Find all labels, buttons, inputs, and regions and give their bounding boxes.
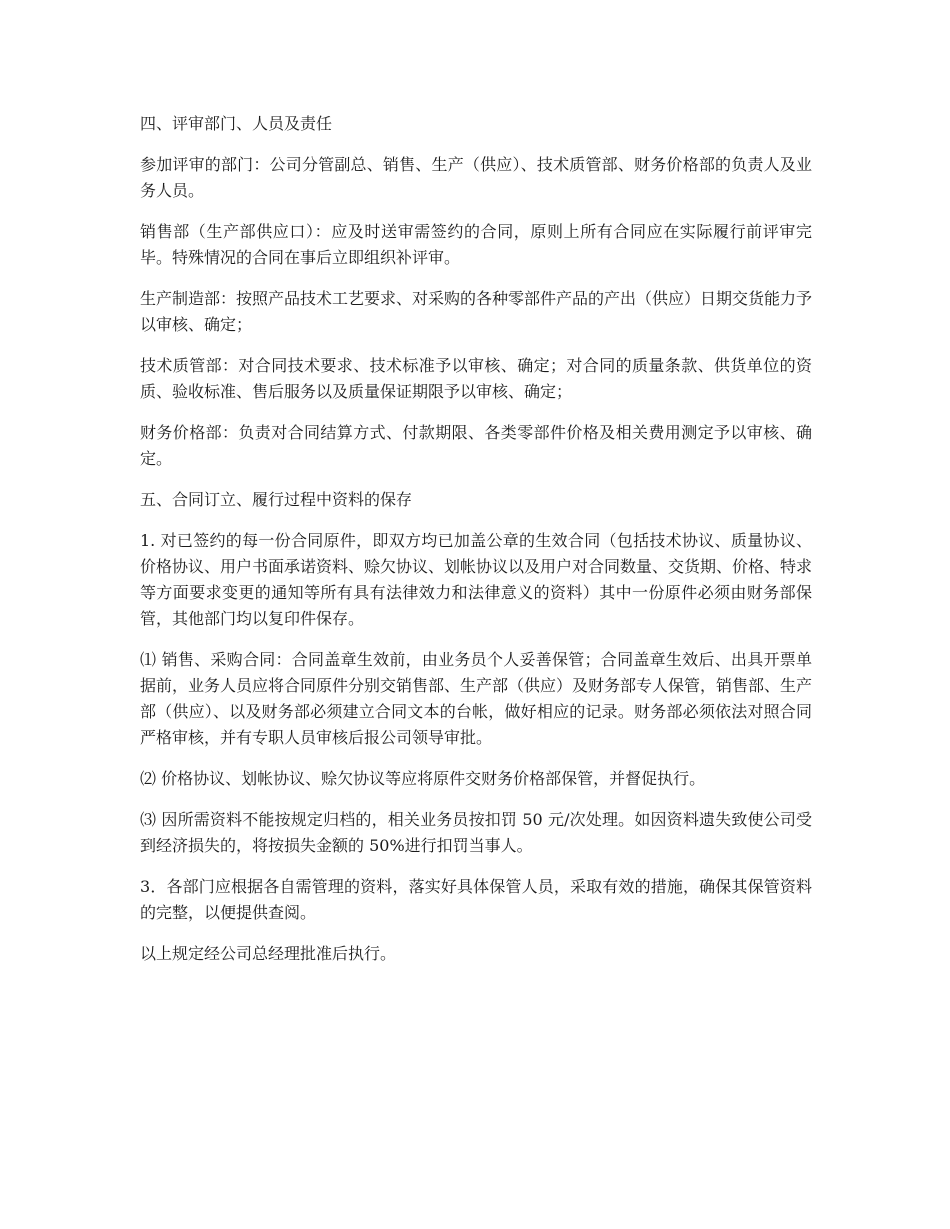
paragraph-subitem-3: ⑶ 因所需资料不能按规定归档的，相关业务员按扣罚 50 元/次处理。如因资料遗失致使公司受到经济损失的，将按损失金额的 50%进行扣罚当事人。 [140, 810, 812, 855]
paragraph-finance-dept: 财务价格部：负责对合同结算方式、付款期限、各类零部件价格及相关费用测定予以审核、确定。 [140, 423, 812, 468]
paragraph-review-departments: 参加评审的部门：公司分管副总、销售、生产（供应）、技术质管部、财务价格部的负责人及业务人员。 [140, 155, 812, 200]
paragraph-item-3: 3．各部门应根据各自需管理的资料，落实好具体保管人员，采取有效的措施，确保其保管资料的完整，以便提供查阅。 [140, 877, 812, 922]
paragraph-subitem-1: ⑴ 销售、采购合同：合同盖章生效前，由业务员个人妥善保管；合同盖章生效后、出具开票单据前，业务人员应将合同原件分别交销售部、生产部（供应）及财务部专人保管，销售部、生产部（供应）、以及财务部必须建立合同文本的台帐，做好相应的记录。财务部必须依法对照合同严格审核，并有专职人员审核后报公司领导审批。 [140, 650, 813, 747]
section-heading-4: 四、评审部门、人员及责任 [140, 114, 333, 133]
paragraph-production-dept: 生产制造部：按照产品技术工艺要求、对采购的各种零部件产品的产出（供应）日期交货能力予以审核、确定； [140, 289, 813, 334]
paragraph-closing: 以上规定经公司总经理批准后执行。 [140, 944, 397, 963]
paragraph-subitem-2: ⑵ 价格协议、划帐协议、赊欠协议等应将原件交财务价格部保管，并督促执行。 [140, 769, 706, 788]
paragraph-quality-dept: 技术质管部：对合同技术要求、技术标准予以审核、确定；对合同的质量条款、供货单位的资质、验收标准、售后服务以及质量保证期限予以审核、确定； [140, 356, 812, 401]
paragraph-sales-dept: 销售部（生产部供应口）：应及时送审需签约的合同，原则上所有合同应在实际履行前评审完毕。特殊情况的合同在事后立即组织补评审。 [140, 222, 812, 267]
section-heading-5: 五、合同订立、履行过程中资料的保存 [140, 490, 413, 509]
paragraph-item-1: 1. 对已签约的每一份合同原件，即双方均已加盖公章的生效合同（包括技术协议、质量协议、价格协议、用户书面承诺资料、赊欠协议、划帐协议以及用户对合同数量、交货期、价格、特求等方面要求变更的通知等所有具有法律效力和法律意义的资料）其中一份原件必须由财务部保管，其他部门均以复印件保存。 [140, 531, 813, 628]
document-body [140, 111, 812, 982]
